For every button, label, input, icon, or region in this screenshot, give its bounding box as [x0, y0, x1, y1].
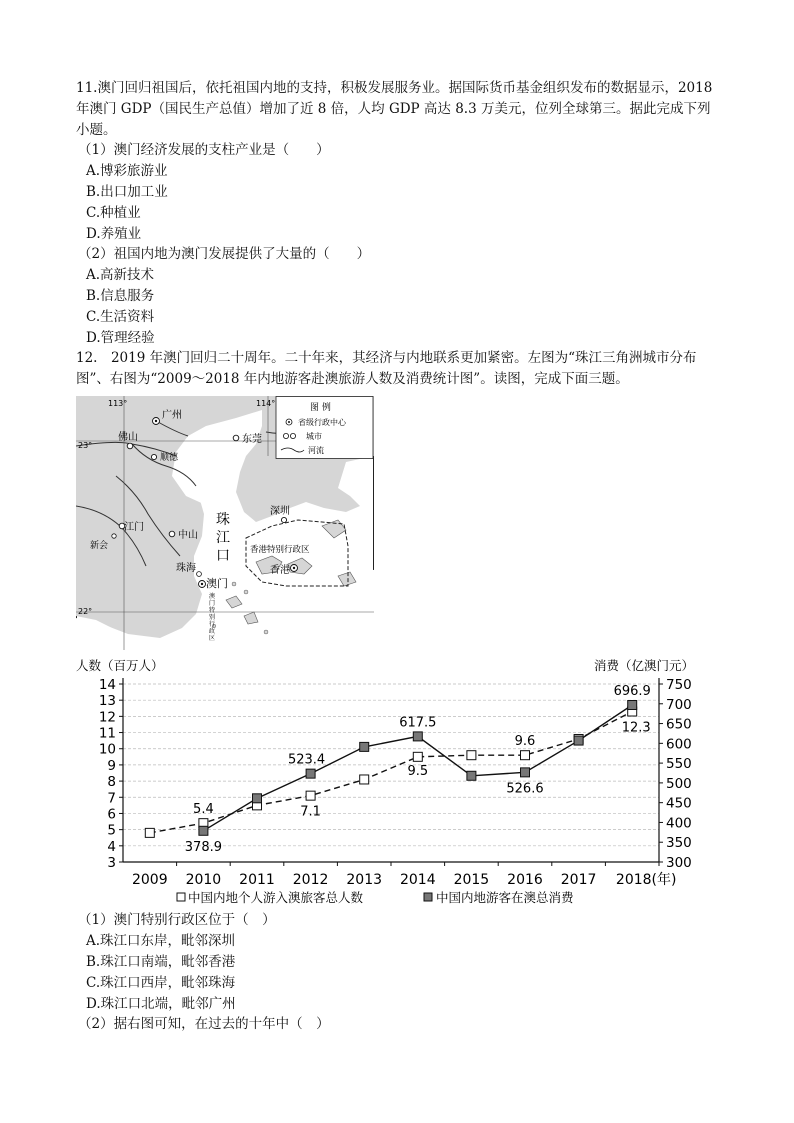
svg-text:深圳: 深圳	[270, 506, 290, 517]
q11-sub2: （2）祖国内地为澳门发展提供了大量的（ ）	[78, 246, 371, 262]
chart-label-spending: 696.9	[613, 684, 651, 700]
chart-ytick-left-label: 6	[107, 806, 116, 823]
q11-stem-line-3: 小题。	[76, 122, 117, 138]
chart-xtick-label: 2017	[560, 872, 597, 888]
map-estuary-char-1: 珠	[216, 512, 230, 528]
chart-xtick-label: 2018(年)	[615, 872, 677, 888]
q11-sub2-option-a[interactable]: A.高新技术	[86, 267, 155, 283]
chart-ytick-left-label: 11	[98, 725, 116, 742]
tourism-chart	[76, 656, 716, 908]
chart-point-spending	[413, 732, 422, 741]
q12-sub1-option-a[interactable]: A.珠江口东岸，毗邻深圳	[86, 933, 236, 949]
chart-point-visitors	[306, 791, 315, 800]
chart-label-visitors: 7.1	[300, 804, 321, 820]
chart-xtick-label: 2015	[453, 872, 490, 888]
chart-legend-visitors-swatch	[177, 893, 185, 901]
chart-point-spending	[628, 701, 637, 710]
chart-plot-area	[99, 677, 692, 905]
q11-sub1-option-d[interactable]: D.养殖业	[86, 226, 142, 242]
q12-sub1-option-d[interactable]: D.珠江口北端，毗邻广州	[86, 996, 236, 1012]
legend-capital-label: 省级行政中心	[298, 418, 346, 427]
svg-text:珠海: 珠海	[176, 563, 196, 574]
chart-ytick-left-label: 3	[107, 855, 116, 871]
map-macau-sar-char-4: 别	[209, 614, 216, 621]
chart-ytick-right-label: 500	[666, 775, 692, 792]
chart-label-visitors: 9.5	[407, 763, 429, 779]
map-macau-sar-char-2: 门	[209, 600, 216, 607]
chart-ytick-left-label: 9	[107, 757, 116, 774]
q11-sub1-option-b[interactable]: B.出口加工业	[86, 184, 168, 200]
chart-point-visitors	[521, 751, 530, 760]
q11-sub1-option-a[interactable]: A.博彩旅游业	[86, 163, 168, 179]
chart-ytick-right-label: 750	[666, 677, 692, 693]
map-macau-sar-char-7: 区	[209, 635, 216, 642]
chart-xtick-label: 2013	[346, 872, 383, 888]
chart-point-visitors	[360, 775, 369, 784]
map-islet-2	[244, 590, 248, 594]
q12-stem-line-1: 12. 2019 年澳门回归二十周年。二十年来，其经济与内地联系更加紧密。左图为“珠江三角洲城市分布	[76, 350, 697, 366]
chart-point-spending	[574, 736, 583, 745]
map-estuary-char-3: 口	[216, 548, 230, 564]
chart-label-visitors: 5.4	[193, 802, 214, 818]
chart-ytick-right-label: 300	[666, 855, 692, 871]
q12-stem-line-2: 图”、右图为“2009～2018 年内地游客赴澳旅游人数及消费统计图”。读图，完成下面三题。	[76, 371, 629, 387]
chart-label-spending: 617.5	[399, 715, 437, 731]
map-lon-114: 114°	[256, 399, 276, 408]
map-legend	[276, 397, 373, 459]
q11-sub1-option-c[interactable]: C.种植业	[86, 205, 141, 221]
chart-ytick-left-label: 10	[98, 741, 116, 758]
chart-point-spending	[253, 794, 262, 803]
chart-ylabel-right: 消费（亿澳门元）	[594, 658, 695, 673]
chart-ytick-right-label: 400	[666, 815, 692, 832]
chart-point-spending	[360, 742, 369, 751]
chart-xtick-label: 2011	[239, 872, 275, 888]
chart-xtick-label: 2014	[399, 872, 436, 888]
chart-ytick-left-label: 13	[98, 693, 116, 710]
legend-river-label: 河流	[308, 446, 324, 455]
chart-ytick-right-label: 650	[666, 716, 692, 733]
svg-text:新会: 新会	[90, 541, 109, 551]
legend-capital-dot	[288, 421, 290, 423]
pearl-river-delta-map	[76, 396, 374, 650]
chart-ytick-left-label: 12	[98, 709, 116, 726]
chart-legend-spending-label: 中国内地游客在澳总消费	[436, 890, 574, 905]
svg-text:香港: 香港	[270, 565, 290, 576]
legend-title: 图 例	[310, 403, 331, 413]
svg-text:顺德: 顺德	[160, 453, 179, 463]
map-islet-3	[264, 630, 268, 634]
chart-xtick-label: 2009	[131, 872, 168, 888]
chart-point-spending	[467, 771, 476, 780]
map-lat-23: 23°	[78, 441, 93, 450]
map-macau-sar-char-6: 政	[209, 628, 216, 635]
legend-city-label: 城市	[306, 432, 322, 441]
map-lat-22: 22°	[78, 607, 93, 616]
chart-ytick-right-label: 450	[666, 795, 692, 812]
q12-sub1: （1）澳门特别行政区位于（ ）	[78, 912, 276, 928]
chart-series-visitors-line	[150, 712, 632, 833]
chart-ytick-right-label: 550	[666, 756, 692, 773]
q12-sub1-option-c[interactable]: C.珠江口西岸，毗邻珠海	[86, 975, 236, 991]
svg-text:江门: 江门	[124, 522, 144, 533]
map-macau-sar-char-3: 特	[209, 607, 216, 614]
chart-point-visitors	[467, 751, 476, 760]
chart-point-spending	[199, 826, 208, 835]
chart-ytick-left-label: 8	[107, 774, 116, 791]
chart-xtick-label: 2016	[507, 872, 543, 888]
q11-stem-line-2: 年澳门 GDP（国民生产总值）增加了近 8 倍，人均 GDP 高达 8.3 万美元，位列全球第三。据此完成下列	[76, 101, 711, 117]
map-hk-sar-label: 香港特别行政区	[250, 545, 310, 555]
q11-sub1: （1）澳门经济发展的支柱产业是（ ）	[78, 142, 330, 158]
q11-stem-line-1: 11.澳门回归祖国后，依托祖国内地的支持，积极发展服务业。据国际货币基金组织发布的数据显示，2018	[76, 80, 713, 96]
chart-ytick-left-label: 5	[107, 822, 116, 839]
map-macau-sar-char-1: 澳	[209, 593, 216, 600]
chart-ytick-right-label: 350	[666, 835, 692, 852]
chart-label-spending: 378.9	[184, 839, 223, 855]
chart-point-spending	[306, 769, 315, 778]
q11-sub2-option-c[interactable]: C.生活资料	[86, 309, 155, 325]
chart-ytick-right-label: 600	[666, 736, 692, 753]
chart-ylabel-left: 人数（百万人）	[76, 658, 164, 673]
chart-point-visitors	[413, 752, 422, 761]
q11-sub2-option-b[interactable]: B.信息服务	[86, 288, 155, 304]
map-macau-sar-char-5: 行	[209, 621, 216, 628]
map-islet-1	[232, 582, 236, 586]
map-lon-113: 113°	[108, 399, 128, 408]
chart-label-spending: 523.4	[287, 752, 326, 768]
chart-xtick-label: 2010	[185, 872, 222, 888]
chart-label-visitors: 9.6	[514, 734, 536, 750]
chart-legend-spending-swatch	[424, 893, 432, 901]
chart-ytick-left-label: 4	[107, 838, 116, 855]
chart-xtick-label: 2012	[292, 872, 329, 888]
svg-text:广州: 广州	[162, 410, 182, 421]
q11-sub2-option-d[interactable]: D.管理经验	[86, 330, 155, 346]
svg-text:佛山: 佛山	[118, 432, 138, 443]
chart-label-spending: 526.6	[506, 781, 544, 797]
map-estuary-char-2: 江	[216, 530, 230, 546]
chart-point-visitors	[145, 828, 154, 837]
chart-ytick-left-label: 14	[98, 677, 116, 693]
q12-sub1-option-b[interactable]: B.珠江口南端，毗邻香港	[86, 954, 236, 970]
svg-text:东莞: 东莞	[242, 434, 262, 445]
q12-sub2: （2）据右图可知，在过去的十年中（ ）	[78, 1016, 330, 1032]
svg-text:澳门: 澳门	[206, 577, 228, 590]
chart-point-spending	[521, 768, 530, 777]
chart-ytick-right-label: 700	[666, 696, 692, 713]
chart-legend-visitors-label: 中国内地个人游入澳旅客总人数	[188, 890, 364, 905]
chart-label-visitors: 12.3	[621, 720, 651, 736]
svg-text:中山: 中山	[178, 530, 198, 541]
chart-ytick-left-label: 7	[107, 790, 116, 807]
